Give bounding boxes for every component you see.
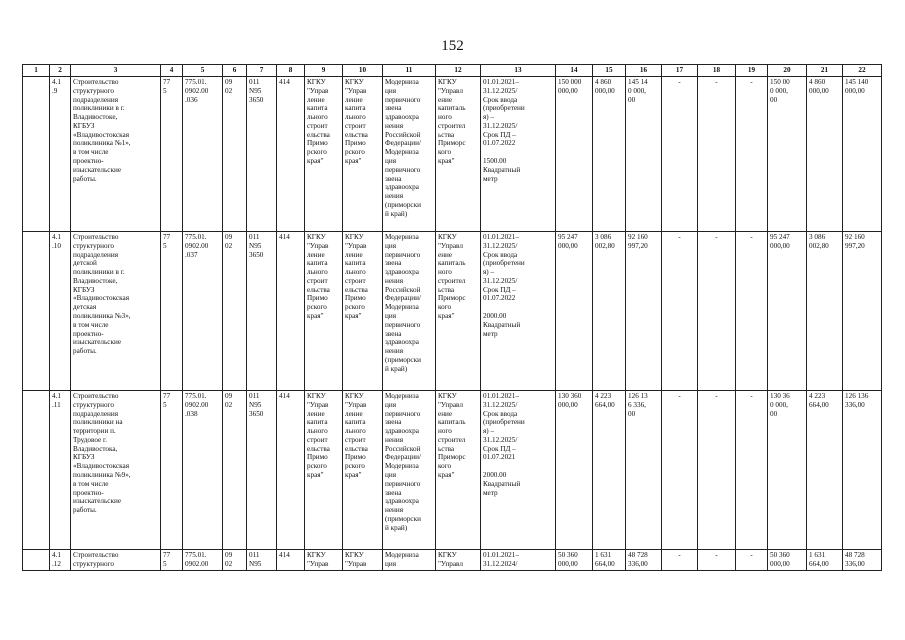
amount-cell: 150 000 000,00: [556, 77, 593, 232]
customer-cell: КГКУ "Управ: [305, 550, 343, 571]
section-code-cell: 09 02: [223, 232, 247, 391]
developer-cell: КГКУ "Управ ление капита льного строит ельства Примо рского края": [343, 77, 383, 232]
amount-cell: -: [736, 232, 768, 391]
ministry-code-cell: 77 5: [161, 550, 183, 571]
target-article-cell: 011 N95 3650: [247, 232, 277, 391]
column-header: 5: [183, 65, 223, 77]
recipient-cell: КГКУ "Управл ение капиталь ного строител ьства Приморс кого края": [436, 77, 481, 232]
expense-type-cell: 414: [277, 550, 305, 571]
expense-type-cell: 414: [277, 77, 305, 232]
ministry-code-cell: 77 5: [161, 232, 183, 391]
amount-cell: 50 360 000,00: [768, 550, 807, 571]
header-row: [23, 65, 882, 77]
expense-type-cell: 414: [277, 391, 305, 550]
amount-cell: 95 247 000,00: [556, 232, 593, 391]
section-code-cell: 09 02: [223, 391, 247, 550]
amount-cell: 3 086 002,80: [593, 232, 626, 391]
row-col1-cell: [23, 550, 50, 571]
customer-cell: КГКУ "Управ ление капита льного строит ельства Примо рского края": [305, 77, 343, 232]
amount-cell: -: [662, 232, 698, 391]
column-header: 20: [768, 65, 807, 77]
table-row: [23, 550, 882, 571]
row-number-cell: 4.1 .9: [50, 77, 71, 232]
amount-cell: 50 360 000,00: [556, 550, 593, 571]
column-header: 4: [161, 65, 183, 77]
column-header: 14: [556, 65, 593, 77]
target-article-cell: 011 N95: [247, 550, 277, 571]
amount-cell: -: [662, 550, 698, 571]
object-name-cell: Строительство структурного подразделения поликлиники в г. Владивостоке, КГБУЗ «Владивостокская поликлиника №1», в том числе проектно- изыскательские работы.: [71, 77, 161, 232]
object-name-cell: Строительство структурного подразделения поликлиники на территории п. Трудовое г. Владивостока, КГБУЗ «Владивостокская поликлиника №9», в том числе проектно- изыскательские работы.: [71, 391, 161, 550]
column-header: 2: [50, 65, 71, 77]
project-cell: Модерниза ция первичного звена здравоохра нения Российской Федерации/ Модерниза ция первичного звена здравоохра нения (приморски й край): [383, 391, 436, 550]
amount-cell: 145 14 0 000, 00: [626, 77, 662, 232]
column-header: 13: [481, 65, 556, 77]
object-name-cell: Строительство структурного: [71, 550, 161, 571]
section-code-cell: 09 02: [223, 77, 247, 232]
column-header: 16: [626, 65, 662, 77]
object-code-cell: 775.01. 0902.00 .036: [183, 77, 223, 232]
amount-cell: -: [662, 77, 698, 232]
section-code-cell: 09 02: [223, 550, 247, 571]
object-code-cell: 775.01. 0902.00 .037: [183, 232, 223, 391]
amount-cell: 1 631 664,00: [807, 550, 843, 571]
amount-cell: 48 728 336,00: [843, 550, 882, 571]
timeline-cell: 01.01.2021– 31.12.2024/: [481, 550, 556, 571]
amount-cell: 4 860 000,00: [593, 77, 626, 232]
column-header: 19: [736, 65, 768, 77]
ministry-code-cell: 77 5: [161, 77, 183, 232]
amount-cell: -: [698, 550, 736, 571]
table-row: [23, 77, 882, 232]
amount-cell: 145 140 000,00: [843, 77, 882, 232]
row-col1-cell: [23, 77, 50, 232]
timeline-cell: 01.01.2021– 31.12.2025/ Срок ввода (приобретени я) – 31.12.2025/ Срок ПД – 01.07.2022 2000.00 Квадратный метр: [481, 232, 556, 391]
recipient-cell: КГКУ "Управл ение капиталь ного строител ьства Приморс кого края": [436, 391, 481, 550]
amount-cell: 150 00 0 000, 00: [768, 77, 807, 232]
expense-type-cell: 414: [277, 232, 305, 391]
column-header: 12: [436, 65, 481, 77]
table-row: [23, 391, 882, 550]
project-cell: Модерниза ция первичного звена здравоохра нения Российской Федерации/ Модерниза ция первичного звена здравоохра нения (приморски й край): [383, 77, 436, 232]
amount-cell: 92 160 997,20: [626, 232, 662, 391]
amount-cell: 130 36 0 000, 00: [768, 391, 807, 550]
row-col1-cell: [23, 391, 50, 550]
timeline-cell: 01.01.2021– 31.12.2025/ Срок ввода (приобретени я) – 31.12.2025/ Срок ПД – 01.07.2022 1500.00 Квадратный метр: [481, 77, 556, 232]
amount-cell: -: [698, 232, 736, 391]
column-header: 11: [383, 65, 436, 77]
amount-cell: -: [662, 391, 698, 550]
amount-cell: 95 247 000,00: [768, 232, 807, 391]
table-row: [23, 232, 882, 391]
ministry-code-cell: 77 5: [161, 391, 183, 550]
column-header: 21: [807, 65, 843, 77]
amount-cell: -: [736, 391, 768, 550]
column-header: 15: [593, 65, 626, 77]
amount-cell: -: [698, 77, 736, 232]
amount-cell: -: [698, 391, 736, 550]
amount-cell: 4 860 000,00: [807, 77, 843, 232]
customer-cell: КГКУ "Управ ление капита льного строит ельства Примо рского края": [305, 391, 343, 550]
amount-cell: 4 223 664,00: [807, 391, 843, 550]
developer-cell: КГКУ "Управ: [343, 550, 383, 571]
column-header: 6: [223, 65, 247, 77]
amount-cell: -: [736, 77, 768, 232]
column-header: 1: [23, 65, 50, 77]
amount-cell: 126 136 336,00: [843, 391, 882, 550]
amount-cell: 3 086 002,80: [807, 232, 843, 391]
column-header: 17: [662, 65, 698, 77]
row-number-cell: 4.1 .10: [50, 232, 71, 391]
column-header: 10: [343, 65, 383, 77]
object-name-cell: Строительство структурного подразделения детской поликлиники в г. Владивостоке, КГБУЗ «Владивостокская детская поликлиника №3», в том числе проектно- изыскательские работы.: [71, 232, 161, 391]
developer-cell: КГКУ "Управ ление капита льного строит ельства Примо рского края": [343, 391, 383, 550]
column-header: 18: [698, 65, 736, 77]
project-cell: Модерниза ция первичного звена здравоохра нения Российской Федерации/ Модерниза ция первичного звена здравоохра нения (приморски й край): [383, 232, 436, 391]
amount-cell: 1 631 664,00: [593, 550, 626, 571]
target-article-cell: 011 N95 3650: [247, 391, 277, 550]
amount-cell: 4 223 664,00: [593, 391, 626, 550]
recipient-cell: КГКУ "Управл: [436, 550, 481, 571]
page-number: 152: [441, 38, 464, 54]
budget-table: [22, 64, 882, 571]
amount-cell: 92 160 997,20: [843, 232, 882, 391]
amount-cell: 130 360 000,00: [556, 391, 593, 550]
column-header: 9: [305, 65, 343, 77]
customer-cell: КГКУ "Управ ление капита льного строит ельства Примо рского края": [305, 232, 343, 391]
developer-cell: КГКУ "Управ ление капита льного строит ельства Примо рского края": [343, 232, 383, 391]
row-number-cell: 4.1 .12: [50, 550, 71, 571]
amount-cell: -: [736, 550, 768, 571]
column-header: 22: [843, 65, 882, 77]
target-article-cell: 011 N95 3650: [247, 77, 277, 232]
column-header: 7: [247, 65, 277, 77]
object-code-cell: 775.01. 0902.00: [183, 550, 223, 571]
recipient-cell: КГКУ "Управл ение капиталь ного строител ьства Приморс кого края": [436, 232, 481, 391]
column-header: 8: [277, 65, 305, 77]
timeline-cell: 01.01.2021– 31.12.2025/ Срок ввода (приобретени я) – 31.12.2025/ Срок ПД – 01.07.2021 2000.00 Квадратный метр: [481, 391, 556, 550]
amount-cell: 48 728 336,00: [626, 550, 662, 571]
amount-cell: 126 13 6 336, 00: [626, 391, 662, 550]
row-col1-cell: [23, 232, 50, 391]
row-number-cell: 4.1 .11: [50, 391, 71, 550]
project-cell: Модерниза ция: [383, 550, 436, 571]
object-code-cell: 775.01. 0902.00 .038: [183, 391, 223, 550]
column-header: 3: [71, 65, 161, 77]
